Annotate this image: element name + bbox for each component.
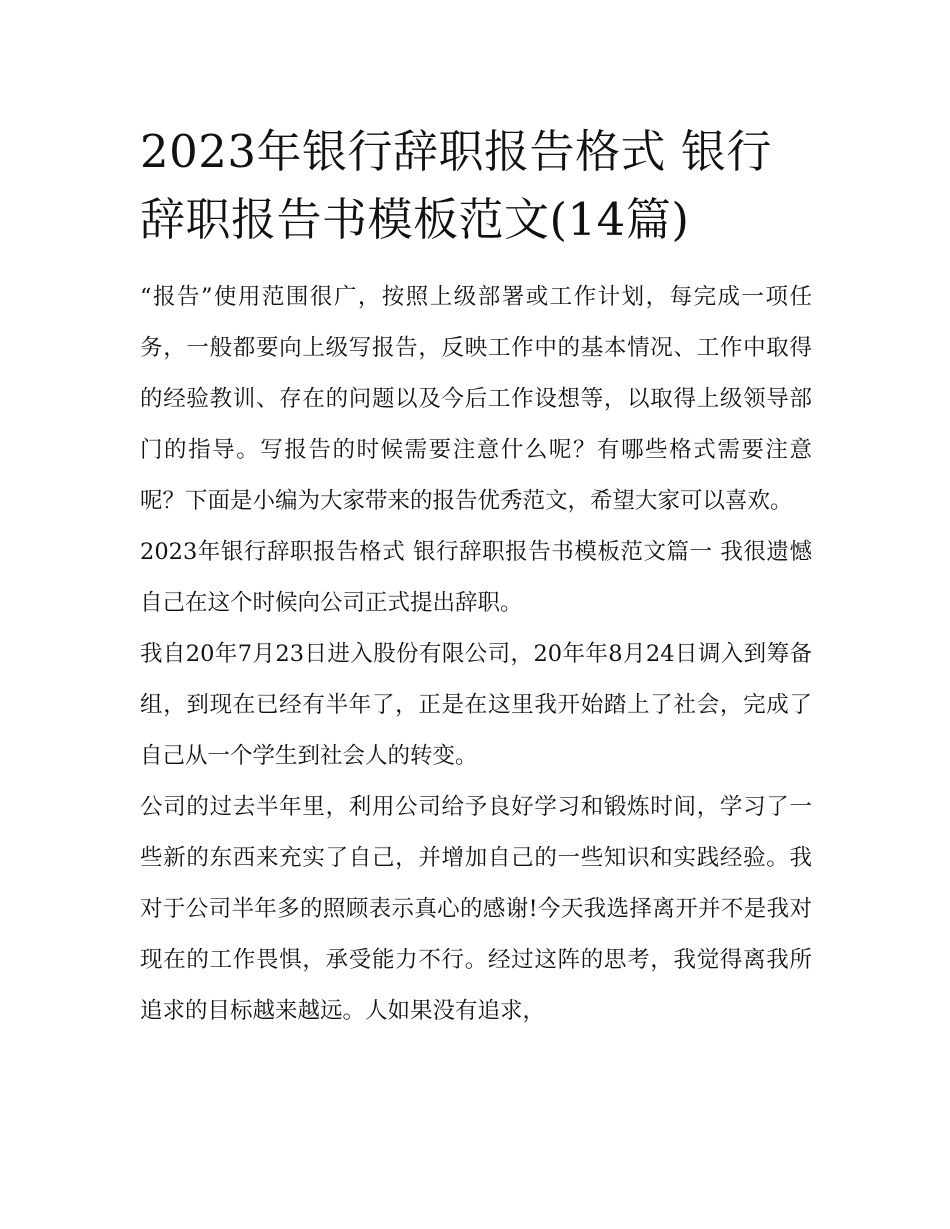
intro-paragraph: “报告”使用范围很广，按照上级部署或工作计划，每完成一项任务，一般都要向上级写报告，反映工作中的基本情况、工作中取得的经验教训、存在的问题以及今后工作设想等，以取得上级领导部门的指导。写报告的时候需要注意什么呢？有哪些格式需要注意呢？下面是小编为大家带来的报告优秀范文，希望大家可以喜欢。 <box>140 284 812 514</box>
body-paragraph-2: 我自20年7月23日进入股份有限公司，20年年8月24日调入到筹备组，到现在已经有半年了，正是在这里我开始踏上了社会，完成了自己从一个学生到社会人的转变。 <box>140 641 812 769</box>
body-paragraph-1: 2023年银行辞职报告格式 银行辞职报告书模板范文篇一 我很遗憾自己在这个时候向公司正式提出辞职。 <box>140 539 812 616</box>
document-page <box>140 118 812 1037</box>
body-paragraph-3: 公司的过去半年里，利用公司给予良好学习和锻炼时间，学习了一些新的东西来充实了自己，并增加自己的一些知识和实践经验。我对于公司半年多的照顾表示真心的感谢!今天我选择离开并不是我对现在的工作畏惧，承受能力不行。经过这阵的思考，我觉得离我所追求的目标越来越远。人如果没有追求， <box>140 794 812 1024</box>
document-title: 2023年银行辞职报告格式 银行辞职报告书模板范文(14篇) <box>140 125 772 246</box>
